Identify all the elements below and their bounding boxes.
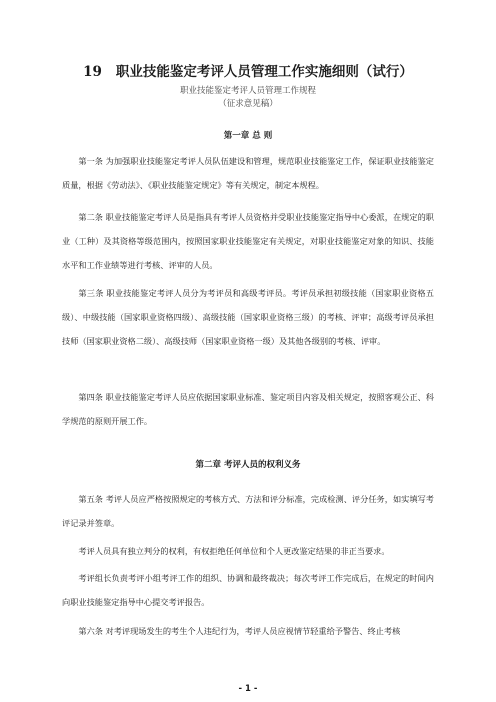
document-title: [0, 63, 496, 81]
article-paragraph: 第一条 为加强职业技能鉴定考评人员队伍建设和管理，规范职业技能鉴定工作，保证职业技能鉴定质量，根据《劳动法》、《职业技能鉴定规定》等有关规定，制定本规程。: [62, 156, 434, 190]
article-paragraph: 第五条 考评人员应严格按照规定的考核方式、方法和评分标准，完成检测、评分任务，如实填写考评记录并签章。: [62, 494, 434, 528]
article-paragraph: 第六条 对考评现场发生的考生个人违纪行为，考评人员应视情节轻重给予警告、终止考核: [78, 626, 401, 636]
draft-note: （征求意见稿）: [218, 99, 278, 109]
document-title-text: 职业技能鉴定考评人员管理工作实施细则（试行）: [115, 64, 413, 80]
article-paragraph: 考评人员具有独立判分的权利，有权拒绝任何单位和个人更改鉴定结果的非正当要求。: [78, 546, 390, 556]
document-number: 19: [83, 64, 102, 80]
article-paragraph: 考评组长负责考评小组考评工作的组织、协调和最终裁决；每次考评工作完成后，在规定的时间内向职业技能鉴定指导中心提交考评报告。: [62, 573, 434, 607]
document-subtitle: 职业技能鉴定考评人员管理工作规程: [179, 86, 316, 96]
chapter-heading: 第一章 总 则: [223, 131, 273, 141]
article-paragraph: 第三条 职业技能鉴定考评人员分为考评员和高级考评员。考评员承担初级技能（国家职业资格五级）、中级技能（国家职业资格四级）、高级技能（国家职业资格三级）的考核、评审；高级考评员承担技师（国家职业资格二级）、高级技师（国家职业资格一级）及其他各级别的考核、评审。: [62, 288, 434, 346]
chapter-heading: 第二章 考评人员的权利义务: [195, 460, 301, 470]
article-paragraph: 第二条 职业技能鉴定考评人员是指具有考评人员资格并受职业技能鉴定指导中心委派，在规定的职业（工种）及其资格等级范围内，按照国家职业技能鉴定有关规定，对职业技能鉴定对象的知识、技能水平和工作业绩等进行考核、评审的人员。: [62, 212, 434, 270]
article-paragraph: 第四条 职业技能鉴定考评人员应依据国家职业标准、鉴定项目内容及相关规定，按照客观公正、科学规范的原则开展工作。: [62, 392, 434, 426]
page-number: - 1 -: [238, 684, 258, 694]
